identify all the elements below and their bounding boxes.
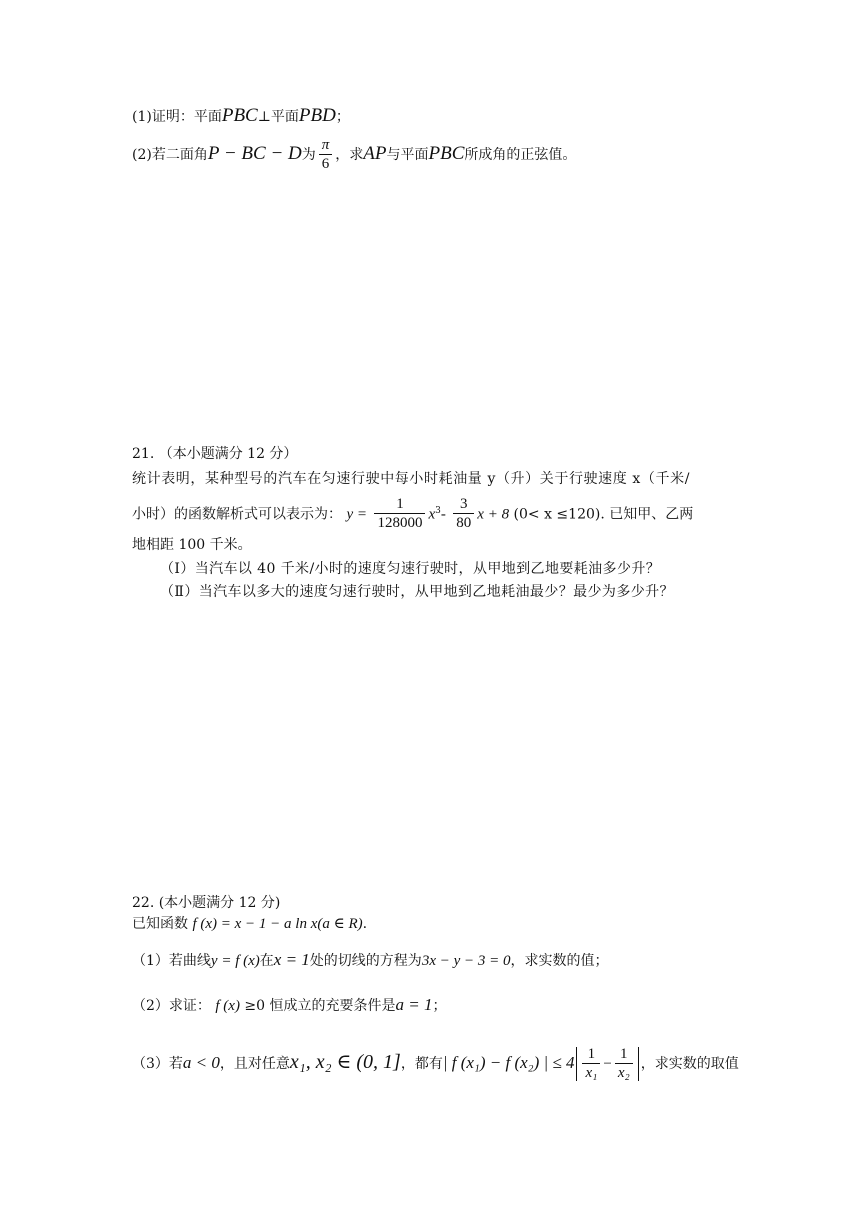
q20-part1 [132,106,350,127]
x-plus-8: x + 8 [477,506,510,523]
plane-pbc: PBC [221,105,258,126]
dihedral-angle: P − BC − D [207,143,302,164]
a-lt-0: a < 0 [182,1053,220,1072]
q21-line3: 地相距 100 千米。 [132,537,252,553]
minus-sign: − [603,1056,612,1072]
q21-line2-text: 小时）的函数解析式可以表示为： [132,506,342,523]
q22-given-text: 已知函数 [132,916,188,932]
tangent-equation: 3x − y − 3 = 0 [421,953,511,969]
frac-denominator: x₂ [617,1064,630,1081]
frac-1-x1 [582,1046,600,1083]
q20-part2-text: (2)若二面角 [132,147,208,163]
q22-p1-a: （1）若曲线 [132,953,211,969]
curve-y-fx: y = f (x) [210,953,260,969]
q20-part2 [132,134,576,175]
minus-sign: - [440,506,446,523]
frac-numerator: π [319,137,333,155]
frac-denominator: 80 [456,515,472,532]
abs-bar-right [638,1047,639,1081]
frac-denominator: 128000 [377,515,423,532]
x-cubed: x [428,506,436,523]
q20-mid1: ，求 [335,147,364,163]
q22-p3-d: ，求实数的取值 [640,1056,739,1072]
frac-1-x2 [615,1046,633,1083]
q22-part1 [132,950,609,971]
q22-given [132,914,367,934]
q22-p3-b: ，且对任意 [219,1056,290,1072]
q22-p2-a: （2）求证： [132,998,211,1014]
frac-numerator: 1 [374,496,425,514]
frac-numerator: 1 [615,1046,633,1064]
frac-numerator: 3 [453,496,474,514]
q21-line2-end: . 已知甲、乙两 [600,506,694,523]
domain: (0< x ≤120) [513,506,601,523]
formula-y: y = [346,506,367,523]
q22-p3-a: （3）若 [132,1056,183,1072]
pi-over-6 [319,137,333,174]
q22-p2-b: ≥0 恒成立的充要条件是 [244,998,396,1014]
q21-line2 [132,492,693,534]
frac-numerator: 1 [582,1046,600,1064]
f-of-x: f (x) [215,998,240,1014]
plane-pbc-2: PBC [428,143,465,164]
frac-denominator: x₁ [585,1064,598,1081]
exponent-3: 3 [435,506,441,516]
abs-bar-left [576,1047,577,1081]
perpendicular-text: ⊥平面 [257,109,299,125]
q20-part2-end: 所成角的正弦值。 [464,147,577,163]
plane-pbd: PBD [298,105,336,126]
q21-part2: （Ⅱ）当汽车以多大的速度匀速行驶时，从甲地到乙地耗油最少？最少为多少升？ [160,584,674,600]
a-eq-1: a = 1 [395,995,433,1014]
q22-header: 22. (本小题满分 12 分) [132,895,281,911]
q21-header: 21. （本小题满分 12 分） [132,446,298,462]
q22-p3-c: ，都有 [400,1056,443,1072]
abs-inequality: | f (x₁) − f (x₂) | ≤ 4 [442,1053,575,1072]
frac-1-128000 [374,496,425,533]
q22-p1-b: 在 [259,953,274,969]
q22-p2-c: ； [432,998,447,1014]
q20-wei: 为 [301,147,316,163]
x-eq-1: x = 1 [273,950,310,969]
q22-part2 [132,995,446,1016]
q21-part1: （Ⅰ）当汽车以 40 千米/小时的速度匀速行驶时，从甲地到乙地要耗油多少升？ [160,561,661,577]
q20-mid2: 与平面 [386,147,429,163]
q22-p1-c: 处的切线的方程为 [309,953,422,969]
q22-p1-d: ，求实数的值； [510,953,609,969]
q20-part1-end: ； [335,109,350,125]
frac-3-80 [453,496,474,533]
q22-given-end: . [362,916,368,932]
q20-part1-text: (1)证明：平面 [132,109,222,125]
x1-x2-interval: x₁, x₂ ∈ (0, 1] [289,1051,401,1073]
q21-line1: 统计表明，某种型号的汽车在匀速行驶中每小时耗油量 y（升）关于行驶速度 x（千米/ [132,471,691,487]
line-ap: AP [363,143,387,164]
q22-part3 [132,1040,739,1086]
function-f: f (x) = x − 1 − a ln x(a ∈ R) [192,916,363,932]
frac-denominator: 6 [321,155,330,172]
